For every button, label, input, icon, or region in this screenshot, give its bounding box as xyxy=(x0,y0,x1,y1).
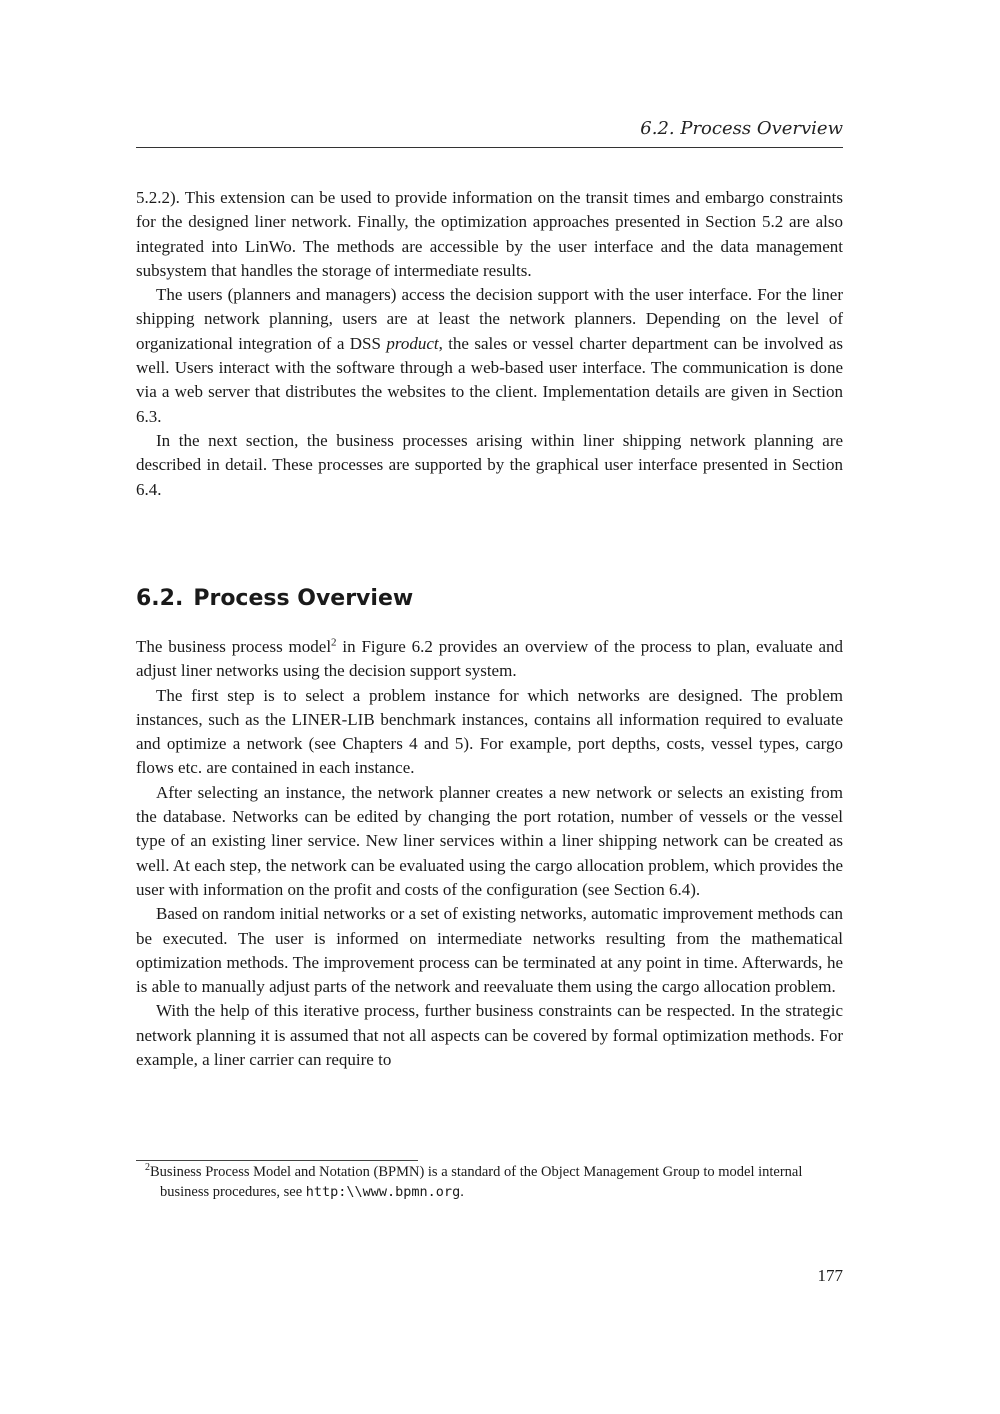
paragraph xyxy=(136,635,843,684)
footnote-url: http:\\www.bpmn.org xyxy=(305,1184,461,1200)
section-number: 6.2. xyxy=(136,586,184,611)
paragraph: In the next section, the business processes arising within liner shipping network planning are described in detail. These processes are supported by the graphical user interface presented in Section 6.4. xyxy=(136,430,843,499)
footnote-end: . xyxy=(460,1184,464,1200)
footnote-text: Business Process Model and Notation (BPMN) is a standard of the Object Management Group to model internal business procedures, see xyxy=(150,1164,803,1200)
section-heading xyxy=(136,586,413,611)
paragraph: 5.2.2). This extension can be used to provide information on the transit times and embargo constraints for the designed liner network. Finally, the optimization approaches presented in Section 5.2 are also integrated into LinWo. The methods are accessible by the user interface and the data management subsystem that handles the storage of intermediate results. xyxy=(136,188,843,280)
running-head: 6.2. Process Overview xyxy=(640,118,843,139)
text-run: The business process model xyxy=(136,637,332,656)
footnote xyxy=(136,1162,843,1202)
paragraph: Based on random initial networks or a set of existing networks, automatic improvement methods can be executed. The user is informed on intermediate networks resulting from the mathematical optimization methods. The improvement process can be terminated at any point in time. Afterwards, he is able to manually adjust parts of the network and reevaluate them using the cargo allocation problem. xyxy=(136,904,843,997)
paragraph xyxy=(136,283,843,429)
section-body xyxy=(136,635,843,1072)
section-title: Process Overview xyxy=(193,586,414,611)
text-run: , the sales or vessel charter department can be involved as well. Users interact with the software through a web-based user interface. The communication is done via a web server that distributes the websites to the client. Implementation details are given in Section 6.3. xyxy=(136,333,843,426)
footnote-rule xyxy=(136,1160,418,1161)
footnote-reference: 2 xyxy=(331,636,337,649)
paragraph: The first step is to select a problem instance for which networks are designed. The problem instances, such as the LINER-LIB benchmark instances, contains all information required to evaluate and optimize a network (see Chapters 4 and 5). For example, port depths, costs, vessel types, cargo flows etc. are contained in each instance. xyxy=(136,685,843,778)
text-run: in Figure 6.2 provides an overview of the process to plan, evaluate and adjust liner networks using the decision support system. xyxy=(136,637,843,681)
footnote-mark: 2 xyxy=(145,1162,150,1174)
header-rule xyxy=(136,147,843,148)
emphasis: product xyxy=(386,333,439,353)
page-number: 177 xyxy=(817,1266,843,1285)
continuation-text xyxy=(136,186,843,502)
paragraph: With the help of this iterative process, further business constraints can be respected. In the strategic network planning it is assumed that not all aspects can be covered by formal optimization methods. For example, a liner carrier can require to xyxy=(136,1001,843,1070)
text-run: The users (planners and managers) access the decision support with the user interface. For the liner shipping network planning, users are at least the network planners. Depending on the level of organizational integration of a DSS xyxy=(136,285,843,353)
paragraph: After selecting an instance, the network planner creates a new network or selects an existing from the database. Networks can be edited by changing the port rotation, number of vessels or the vessel type of an existing liner service. New liner services within a liner shipping network can be created as well. At each step, the network can be evaluated using the cargo allocation problem, which provides the user with information on the profit and costs of the configuration (see Section 6.4). xyxy=(136,782,843,899)
